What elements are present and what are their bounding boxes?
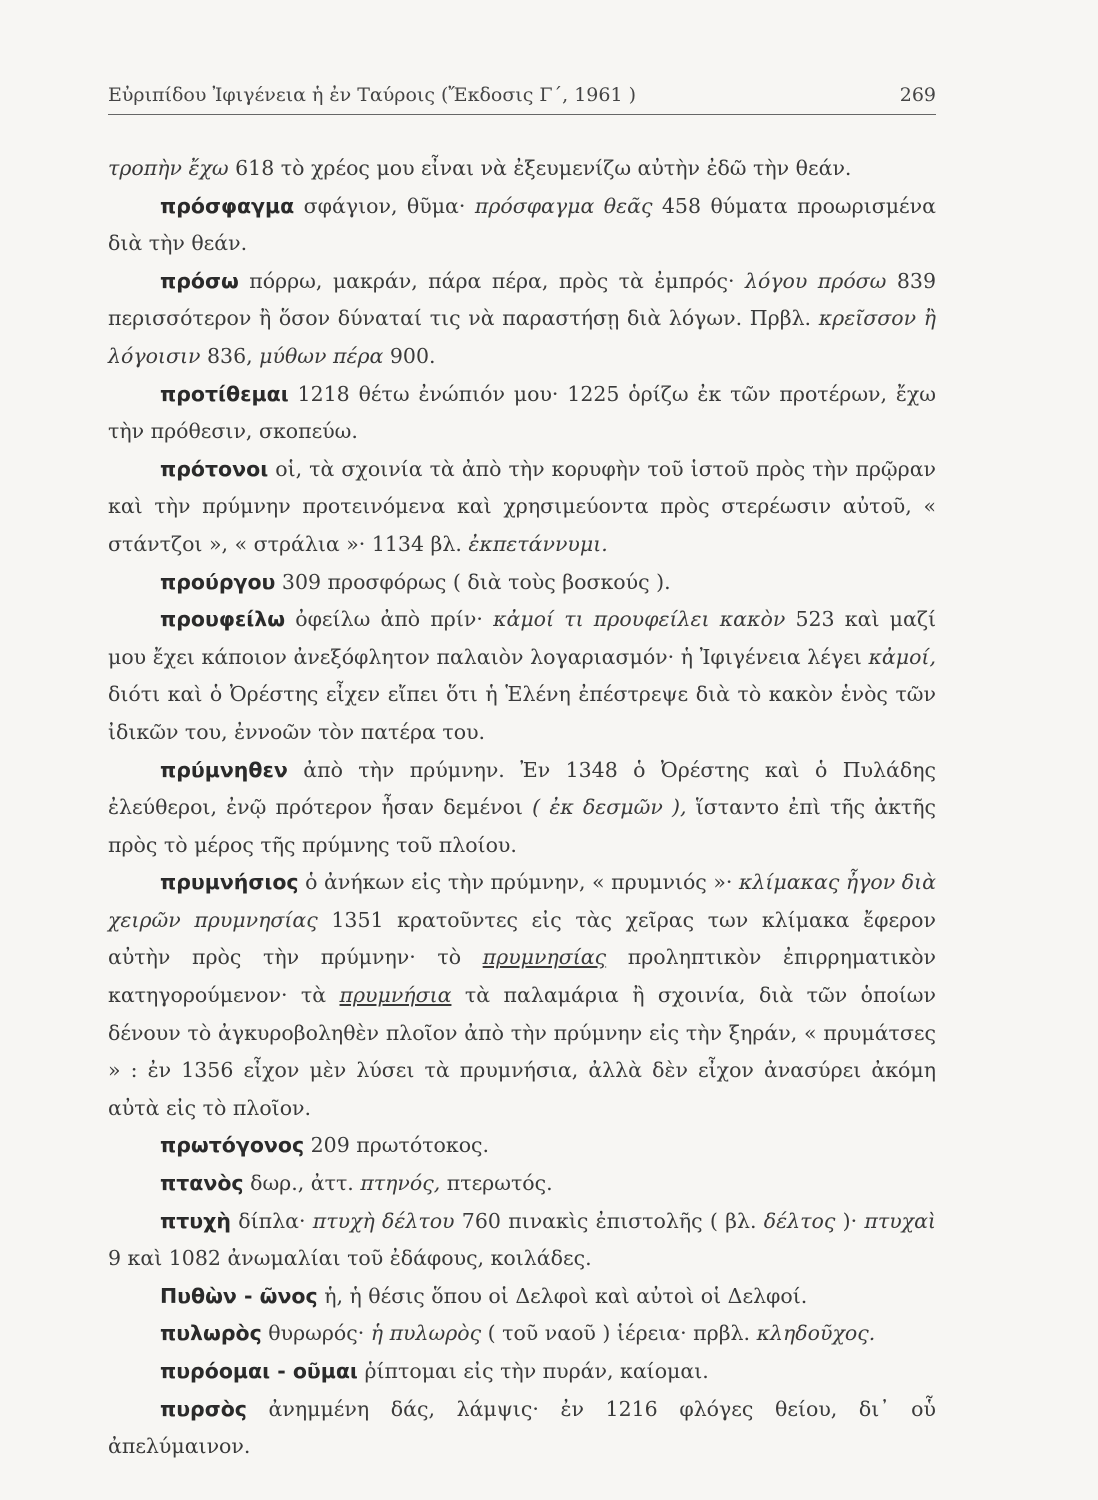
entry-text: ὁ ἀνήκων εἰς τὴν πρύμνην, « πρυμνιός »· <box>298 870 739 895</box>
glossary-entry <box>108 1353 936 1391</box>
entry-text: ἡ, ἡ θέσις ὅπου οἱ Δελφοὶ καὶ αὐτοὶ οἱ Δελφοί. <box>317 1283 808 1308</box>
entry-text: διότι καὶ ὁ Ὀρέστης εἶχεν εἴπει ὅτι ἡ Ἑλένη ἐπέστρεψε διὰ τὸ κακὸν ἑνὸς τῶν ἰδικῶν του, ἐννοῶν τὸν πατέρα του. <box>108 682 936 744</box>
entry-citation: κρεῖσσον ἢ λόγοισιν <box>108 306 936 368</box>
glossary-entry <box>108 1127 936 1165</box>
entry-citation: πτυχὴ δέλτου <box>312 1208 455 1233</box>
entry-text: ῥίπτομαι εἰς τὴν πυράν, καίομαι. <box>357 1359 709 1383</box>
entry-headword: πρυμνήσιος <box>160 870 299 895</box>
entry-citation: δέλτος <box>763 1208 836 1233</box>
glossary-entry <box>108 564 936 602</box>
glossary-entry <box>108 263 936 376</box>
entry-headword: πρότονοι <box>160 456 269 481</box>
entry-headword: πυρόομαι - οῦμαι <box>160 1359 358 1383</box>
entry-text: ὀφείλω ἀπὸ πρίν· <box>285 607 494 632</box>
entry-text: 836, <box>200 343 260 368</box>
entry-text: οἱ, τὰ σχοινία τὰ ἀπὸ τὴν κορυφὴν τοῦ ἱστοῦ πρὸς τὴν πρῷραν καὶ τὴν πρύμνην προτεινόμενα καὶ χρησιμεύοντα πρὸς στερέωσιν αὐτοῦ, « στάντζοι », « στράλια »· 1134 βλ. <box>108 456 936 556</box>
glossary-entry <box>108 601 936 751</box>
entry-text: ( τοῦ ναοῦ ) ἱέρεια· πρβλ. <box>481 1321 757 1346</box>
glossary-entry <box>108 451 936 564</box>
entry-citation: πτηνός, <box>360 1171 441 1196</box>
entry-text: τὰ παλαμάρια ἢ σχοινία, διὰ τῶν ὁποίων δένουν τὸ ἀγκυροβοληθὲν πλοῖον ἀπὸ τὴν πρύμνην εἰς τὴν ξηράν, « πρυμάτσες » : ἐν 1356 εἶχον μὲν λύσει τὰ πρυμνήσια, ἀλλὰ δὲν εἶχον ἀνασύρει ἀκόμη αὐτὰ εἰς τὸ πλοῖον. <box>108 983 936 1120</box>
page-number: 269 <box>899 84 936 106</box>
entry-text: πόρρω, μακράν, πάρα πέρα, πρὸς τὰ ἐμπρός· <box>238 268 745 293</box>
entry-citation: λόγου πρόσω <box>744 268 887 293</box>
entry-headword: πρόσφαγμα <box>160 193 295 218</box>
entry-headword: πτανὸς <box>160 1171 244 1196</box>
entry-headword: προυφείλω <box>160 607 286 632</box>
entry-text: 523 καὶ μαζί μου ἔχει κάποιον ἀνεξόφλητον παλαιὸν λογαριασμόν· ἡ Ἰφιγένεια λέγει <box>108 607 936 669</box>
entry-citation: ἡ πυλωρὸς <box>370 1321 482 1346</box>
entry-citation: ἐκπετάννυμι. <box>468 531 608 556</box>
entry-headword: πυρσὸς <box>160 1396 247 1421</box>
entry-text: )· <box>835 1208 865 1233</box>
entry-text: 458 θύματα προωρισμένα διὰ τὴν θεάν. <box>108 193 936 256</box>
entry-citation: κἀμοί τι προυφείλει κακὸν <box>493 607 786 632</box>
entry-citation: ( ἐκ δεσμῶν ), <box>532 795 687 820</box>
glossary-entry <box>108 188 936 263</box>
entry-citation: κληδοῦχος. <box>756 1321 876 1346</box>
glossary-entry <box>108 376 936 451</box>
entry-headword: πτυχὴ <box>160 1208 231 1233</box>
entry-text: θυρωρός· <box>261 1321 371 1346</box>
entry-citation: πτυχαὶ <box>864 1208 936 1233</box>
glossary-entry <box>108 1278 936 1316</box>
glossary-entry <box>108 150 936 188</box>
entry-text: 900. <box>383 343 436 368</box>
entry-citation: τροπὴν ἔχω <box>108 156 229 180</box>
glossary-entry <box>108 1391 936 1466</box>
glossary-body <box>108 150 936 1466</box>
entry-text: προληπτικὸν ἐπιρρηματικὸν κατηγορούμενον· τὰ <box>108 945 937 1008</box>
running-header <box>108 84 936 115</box>
entry-text: 209 πρωτότοκος. <box>304 1133 490 1158</box>
running-title: Εὐριπίδου Ἰφιγένεια ἡ ἐν Ταύροις (Ἔκδοσις Γ΄, 1961 ) <box>108 84 637 106</box>
entry-headword: πρόσω <box>160 268 239 293</box>
glossary-entry <box>108 1203 936 1278</box>
entry-headword: προύργου <box>160 569 276 594</box>
entry-citation: πρυμνήσια <box>339 983 452 1008</box>
entry-text: ἵσταντο ἐπὶ τῆς ἀκτῆς πρὸς τὸ μέρος τῆς πρύμνης τοῦ πλοίου. <box>108 795 937 857</box>
entry-text: 618 τὸ χρέος μου εἶναι νὰ ἐξευμενίζω αὐτὴν ἐδῶ τὴν θεάν. <box>228 156 852 180</box>
entry-citation: πρυμνησίας <box>482 945 607 970</box>
entry-text: σφάγιον, θῦμα· <box>294 193 475 218</box>
entry-citation: πρόσφαγμα θεᾶς <box>474 193 653 218</box>
entry-text: ἀπὸ τὴν πρύμνην. Ἐν 1348 ὁ Ὀρέστης καὶ ὁ Πυλάδης ἐλεύθεροι, ἐνῷ πρότερον ἦσαν δεμένοι <box>108 757 936 820</box>
glossary-entry <box>108 1315 936 1353</box>
entry-headword: πρύμνηθεν <box>160 757 288 782</box>
glossary-entry <box>108 864 936 1127</box>
entry-citation: μύθων πέρα <box>259 343 384 368</box>
entry-text: 9 καὶ 1082 ἀνωμαλίαι τοῦ ἐδάφους, κοιλάδες. <box>108 1246 592 1271</box>
entry-text: πτερωτός. <box>440 1171 553 1196</box>
entry-headword: πυλωρὸς <box>160 1321 262 1346</box>
entry-headword: προτίθεμαι <box>160 381 289 406</box>
glossary-entry <box>108 1165 936 1203</box>
entry-text: 1351 κρατοῦντες εἰς τὰς χεῖρας των κλίμακα ἔφερον αὐτὴν πρὸς τὴν πρύμνην· τὸ <box>108 907 936 970</box>
entry-text: δίπλα· <box>230 1208 313 1233</box>
entry-text: 1218 θέτω ἐνώπιόν μου· 1225 ὁρίζω ἐκ τῶν προτέρων, ἔχω τὴν πρόθεσιν, σκοπεύω. <box>108 381 936 444</box>
entry-text: 309 προσφόρως ( διὰ τοὺς βοσκούς ). <box>275 569 671 594</box>
entry-text: δωρ., ἀττ. <box>243 1171 361 1196</box>
entry-citation: κἀμοί, <box>868 644 936 669</box>
entry-headword: πρωτόγονος <box>160 1133 305 1158</box>
entry-headword: Πυθὼν - ῶνος <box>160 1283 318 1308</box>
entry-citation: κλίμακας ἦγον διὰ χειρῶν πρυμνησίας <box>108 870 936 932</box>
glossary-entry <box>108 752 936 865</box>
entry-text: 760 πινακὶς ἐπιστολῆς ( βλ. <box>454 1208 764 1233</box>
entry-text: 839 περισσότερον ἢ ὅσον δύναταί τις νὰ παραστήσῃ διὰ λόγων. Πρβλ. <box>108 268 936 331</box>
entry-text: ἀνημμένη δάς, λάμψις· ἐν 1216 φλόγες θείου, δι᾿ οὗ ἀπελύμαινον. <box>108 1396 936 1459</box>
